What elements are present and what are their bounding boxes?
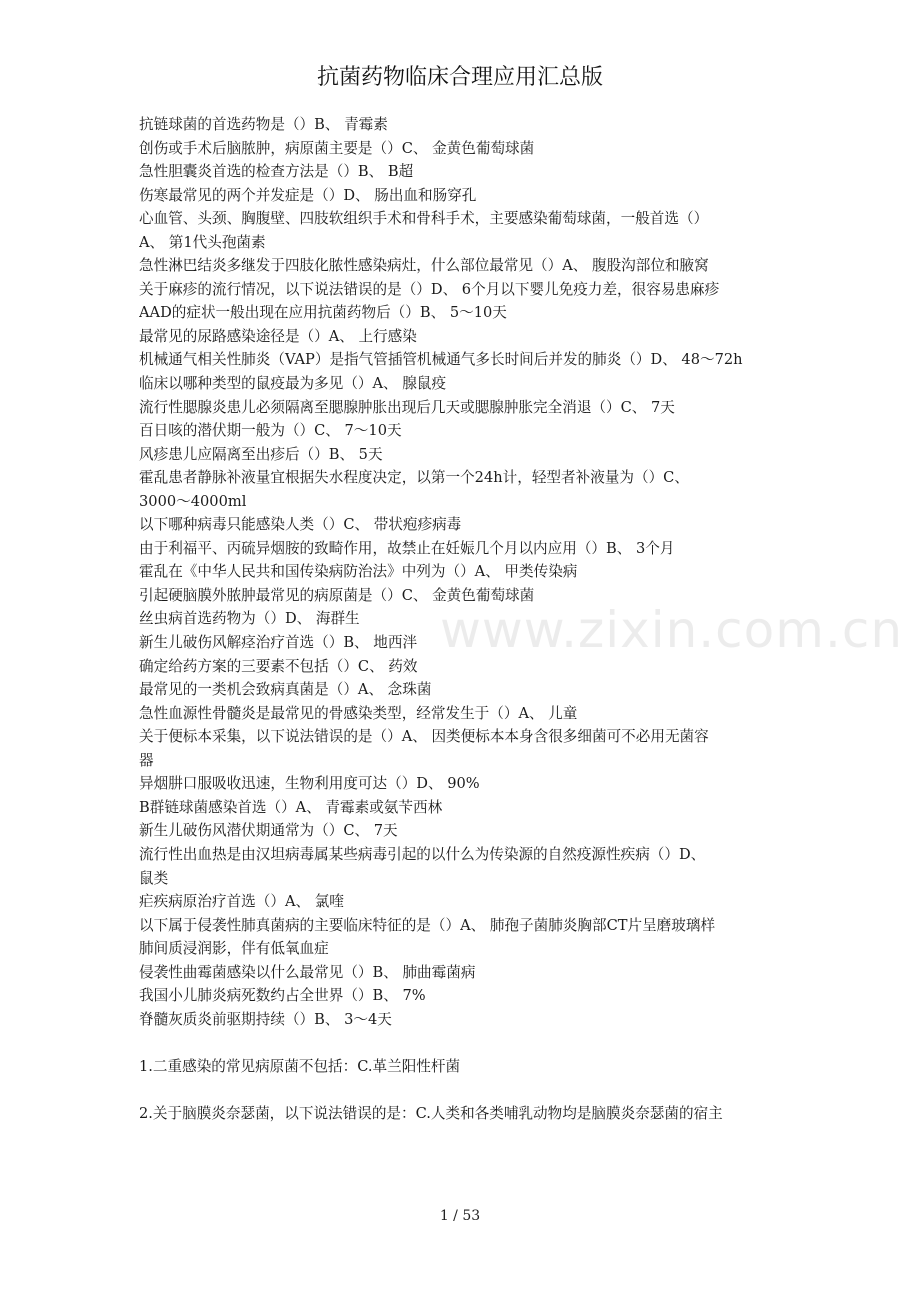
question-line: 肺间质浸润影，伴有低氧血症 <box>139 940 329 958</box>
question-line: A、 第1代头孢菌素 <box>139 233 266 251</box>
question-line: 关于麻疹的流行情况，以下说法错误的是（）D、 6个月以下婴儿免疫力差，很容易患麻疹 <box>139 280 720 298</box>
question-line: 风疹患儿应隔离至出疹后（）B、 5天 <box>139 445 383 463</box>
question-line: AAD的症状一般出现在应用抗菌药物后（）B、 5～10天 <box>139 304 507 322</box>
question-line: 百日咳的潜伏期一般为（）C、 7～10天 <box>139 422 402 440</box>
question-line: 引起硬脑膜外脓肿最常见的病原菌是（）C、 金黄色葡萄球菌 <box>139 586 535 604</box>
question-line: 霍乱在《中华人民共和国传染病防治法》中列为（）A、 甲类传染病 <box>139 563 578 581</box>
question-line: 以下哪种病毒只能感染人类（）C、 带状疱疹病毒 <box>139 516 462 534</box>
question-line: 霍乱患者静脉补液量宜根据失水程度决定，以第一个24h计，轻型者补液量为（）C、 <box>139 469 689 487</box>
question-line: 丝虫病首选药物为（）D、 海群生 <box>139 610 360 628</box>
numbered-item: 1.二重感染的常见病原菌不包括：C.革兰阳性杆菌 <box>139 1057 461 1075</box>
question-line: 以下属于侵袭性肺真菌病的主要临床特征的是（）A、 肺孢子菌肺炎胸部CT片呈磨玻璃样 <box>139 916 716 934</box>
question-line: 机械通气相关性肺炎（VAP）是指气管插管机械通气多长时间后并发的肺炎（）D、 48～72h <box>139 351 743 369</box>
page-number: 1 / 53 <box>439 1208 481 1224</box>
question-line: 关于便标本采集，以下说法错误的是（）A、 因类便标本本身含很多细菌可不必用无菌容 <box>139 728 709 746</box>
question-line: 创伤或手术后脑脓肿，病原菌主要是（）C、 金黄色葡萄球菌 <box>139 139 535 157</box>
question-line: 最常见的一类机会致病真菌是（）A、 念珠菌 <box>139 681 432 699</box>
question-line: 流行性腮腺炎患儿必须隔离至腮腺肿胀出现后几天或腮腺肿胀完全消退（）C、 7天 <box>139 398 675 416</box>
question-line: 侵袭性曲霉菌感染以什么最常见（）B、 肺曲霉菌病 <box>139 963 476 981</box>
question-line: 抗链球菌的首选药物是（）B、 青霉素 <box>139 116 388 133</box>
document-title: 抗菌药物临床合理应用汇总版 <box>316 65 603 90</box>
question-line: 确定给药方案的三要素不包括（）C、 药效 <box>139 657 418 675</box>
question-line: 鼠类 <box>139 869 169 887</box>
question-line: 急性血源性骨髓炎是最常见的骨感染类型，经常发生于（）A、 儿童 <box>139 704 578 722</box>
question-line: 新生儿破伤风潜伏期通常为（）C、 7天 <box>139 822 398 840</box>
question-line: 异烟肼口服吸收迅速，生物利用度可达（）D、 90% <box>139 775 480 793</box>
question-line: 由于利福平、丙硫异烟胺的致畸作用，故禁止在妊娠几个月以内应用（）B、 3个月 <box>139 539 675 557</box>
question-line: 流行性出血热是由汉坦病毒属某些病毒引起的以什么为传染源的自然疫源性疾病（）D、 <box>139 845 706 863</box>
question-line: 心血管、头颈、胸腹壁、四肢软组织手术和骨科手术，主要感染葡萄球菌，一般首选（） <box>139 210 709 228</box>
paragraph-gap <box>139 1031 789 1055</box>
question-line: 最常见的尿路感染途径是（）A、 上行感染 <box>139 327 417 345</box>
numbered-item: 2.关于脑膜炎奈瑟菌，以下说法错误的是：C.人类和各类哺乳动物均是脑膜炎奈瑟菌的宿主 <box>139 1104 723 1122</box>
question-line: 新生儿破伤风解痉治疗首选（）B、 地西泮 <box>139 634 418 652</box>
question-line: 3000～4000ml <box>139 492 247 510</box>
question-line: 伤寒最常见的两个并发症是（）D、 肠出血和肠穿孔 <box>139 186 477 204</box>
question-line: 器 <box>139 751 154 769</box>
question-line: 脊髓灰质炎前驱期持续（）B、 3～4天 <box>139 1010 392 1028</box>
question-line: 疟疾病原治疗首选（）A、 氯喹 <box>139 893 344 911</box>
question-line: B群链球菌感染首选（）A、 青霉素或氨苄西林 <box>139 798 443 816</box>
question-line: 急性淋巴结炎多继发于四肢化脓性感染病灶，什么部位最常见（）A、 腹股沟部位和腋窝 <box>139 257 709 275</box>
question-line: 临床以哪种类型的鼠疫最为多见（）A、 腺鼠疫 <box>139 375 447 393</box>
watermark-logo: www.zixin.com.cn <box>440 601 904 659</box>
paragraph-gap <box>139 1078 789 1102</box>
question-line: 急性胆囊炎首选的检查方法是（）B、 B超 <box>139 163 414 181</box>
question-lines <box>139 113 789 1031</box>
question-line: 我国小儿肺炎病死数约占全世界（）B、 7% <box>139 987 426 1005</box>
